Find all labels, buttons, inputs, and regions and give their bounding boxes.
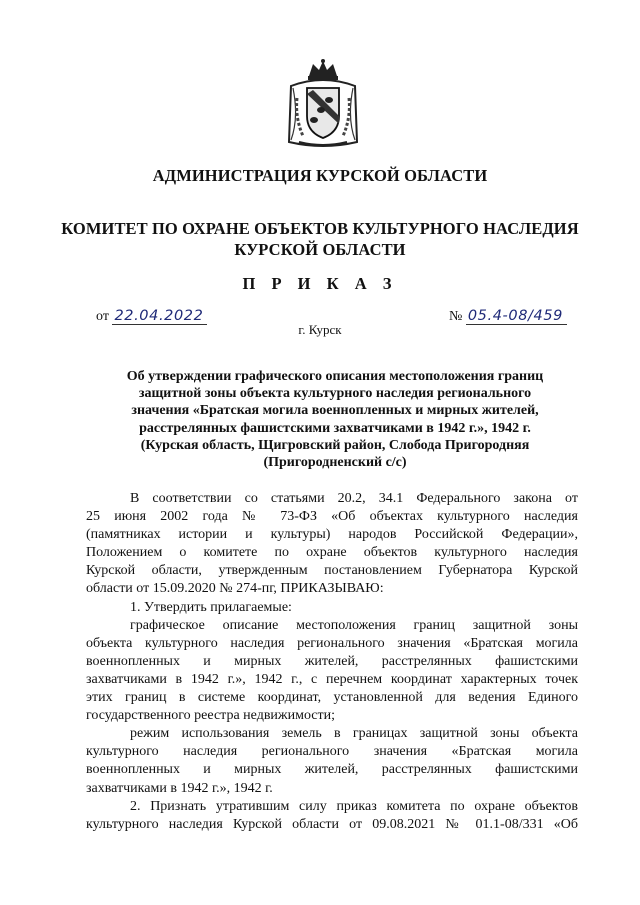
body-line: 1. Утвердить прилагаемые: <box>130 599 292 615</box>
body-line: государственного реестра недвижимости; <box>86 708 336 724</box>
committee-title-line: КОМИТЕТ ПО ОХРАНЕ ОБЪЕКТОВ КУЛЬТУРНОГО НАСЛЕДИЯ <box>61 219 579 238</box>
body-line: 2. Признать утратившим силу приказ комитета по охране объектов <box>130 798 578 814</box>
paragraph-land-use-regime <box>86 725 578 797</box>
body-line: области от 15.09.2020 № 274-пг, ПРИКАЗЫВАЮ: <box>86 581 384 597</box>
body-line: графическое описание местоположения границ защитной зоны <box>130 617 578 633</box>
coat-of-arms-icon <box>285 58 361 150</box>
committee-title <box>0 218 640 260</box>
body-line: 25 июня 2002 года № 73-ФЗ «Об объектах культурного наследия <box>86 509 578 525</box>
number-prefix: № <box>449 309 463 324</box>
body-line: Курской области, утвержденным постановлением Губернатора Курской <box>86 563 578 579</box>
paragraph-graphic-description <box>86 617 578 726</box>
order-subject <box>100 368 570 471</box>
body-line: В соответствии со статьями 20.2, 34.1 Федерального закона от <box>130 491 578 506</box>
subject-line: значения «Братская могила военнопленных и мирных жителей, <box>131 403 539 419</box>
subject-line: расстрелянных фашистскими захватчиками в 1942 г.», 1942 г. <box>139 420 531 436</box>
organization-title: АДМИНИСТРАЦИЯ КУРСКОЙ ОБЛАСТИ <box>152 166 488 185</box>
body-line: военнопленных и мирных жителей, расстрелянных фашистскими <box>86 653 578 669</box>
subject-line: Об утверждении графического описания местоположения границ <box>126 369 544 384</box>
body-line: (памятниках истории и культуры) народов Российской Федерации», <box>86 527 578 543</box>
subject-line: защитной зоны объекта культурного наследия регионального <box>138 386 532 402</box>
body-line: культурного наследия регионального значения «Братская могила <box>86 744 578 760</box>
body-line: захватчиками в 1942 г.», 1942 г. <box>86 780 273 796</box>
body-line: объекта культурного наследия регионального значения «Братская могила <box>86 635 578 651</box>
handwritten-number: 05.4-08/459 <box>466 308 567 325</box>
body-line: военнопленных и мирных жителей, расстрелянных фашистскими <box>86 762 578 778</box>
subject-line: (Пригородненский с/с) <box>263 455 407 471</box>
date-prefix: от <box>96 309 109 324</box>
city-line: г. Курск <box>298 322 342 337</box>
body-line: захватчиками в 1942 г.», 1942 г., с перечнем координат характерных точек <box>86 671 578 687</box>
paragraph-item-2 <box>86 798 578 834</box>
committee-title-line: КУРСКОЙ ОБЛАСТИ <box>234 240 406 259</box>
body-line: Положением о комитете по охране объектов культурного наследия <box>86 545 578 561</box>
body-line: этих границ в системе координат, установленной для ведения Единого <box>86 690 578 706</box>
handwritten-date: 22.04.2022 <box>112 308 207 325</box>
paragraph-item-1 <box>86 599 578 617</box>
paragraph-preamble <box>86 490 578 599</box>
subject-line: (Курская область, Щигровский район, Слобода Пригородняя <box>140 437 530 453</box>
order-body <box>86 490 578 834</box>
body-line: культурного наследия Курской области от 09.08.2021 № 01.1-08/331 «Об <box>86 816 578 832</box>
body-line: режим использования земель в границах защитной зоны объекта <box>130 726 578 742</box>
document-type: П Р И К А З <box>242 274 398 293</box>
